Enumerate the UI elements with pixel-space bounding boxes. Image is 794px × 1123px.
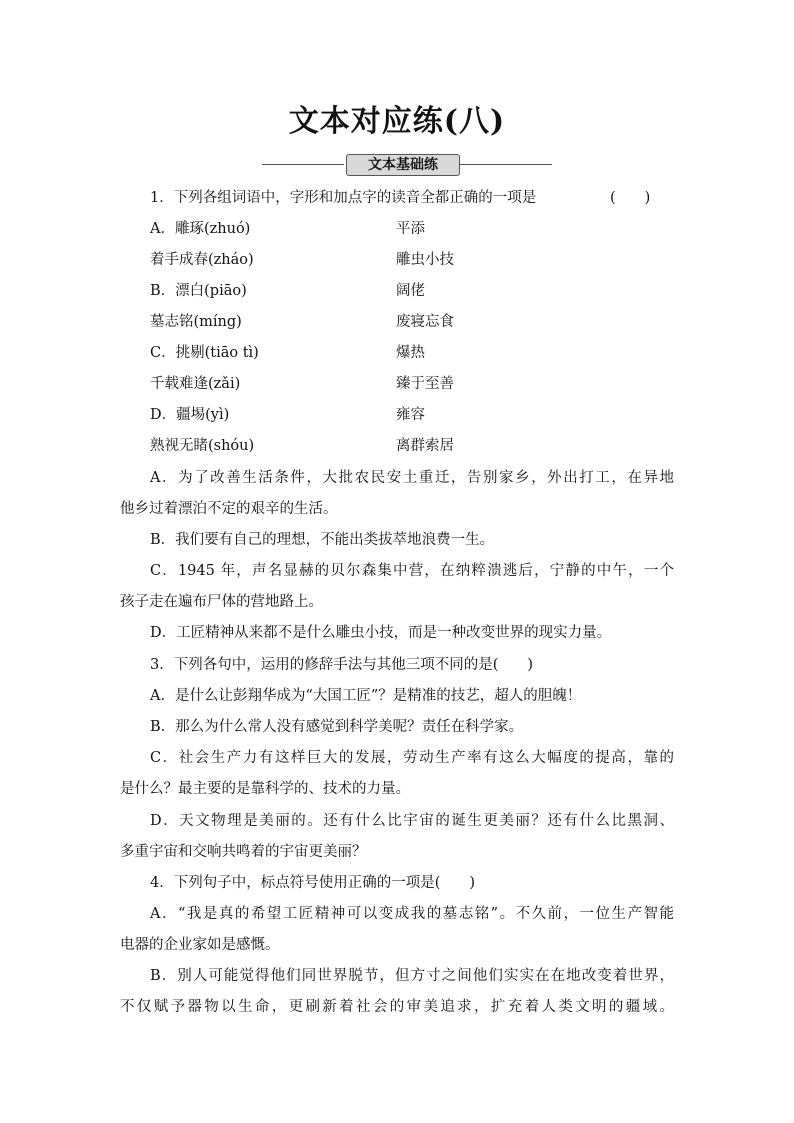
- q2-option-a-line-2: 他乡过着漂泊不定的艰辛的生活。: [120, 501, 338, 517]
- q3-option-c-line-2: 是什么？最主要的是靠科学的、技术的力量。: [120, 781, 410, 797]
- question-3-stem: 3．下列各句中，运用的修辞手法与其他三项不同的是( ): [150, 657, 534, 673]
- q1-option-row-7-left: D．疆埸(yì): [150, 407, 230, 423]
- q1-option-row-5-right: 爆热: [396, 345, 425, 361]
- question-4-stem: 4．下列句子中，标点符号使用正确的一项是( ): [150, 875, 476, 891]
- question-1-stem: 1．下列各组词语中，字形和加点字的读音全都正确的一项是: [150, 190, 537, 206]
- q4-option-a-line-1: A．“我是真的希望工匠精神可以变成我的墓志铭”。不久前，一位生产智能: [150, 906, 674, 922]
- divider-right: [460, 164, 552, 165]
- q1-option-row-2-right: 雕虫小技: [396, 252, 454, 268]
- page-title: 文本对应练(八): [288, 104, 506, 139]
- q3-option-b: B．那么为什么常人没有感觉到科学美呢？责任在科学家。: [150, 719, 524, 735]
- q3-option-c-line-1: C．社会生产力有这样巨大的发展，劳动生产率有这么大幅度的提高，靠的: [150, 750, 674, 766]
- q1-option-row-1-left: A．雕琢(zhuó): [150, 221, 251, 237]
- q2-option-d: D．工匠精神从来都不是什么雕虫小技，而是一种改变世界的现实力量。: [150, 625, 612, 641]
- q1-option-row-4-left: 墓志铭(míng): [150, 314, 242, 330]
- question-1-answer-paren: ( ): [610, 190, 651, 206]
- q1-option-row-3-left: B．漂白(piāo): [150, 283, 247, 299]
- q1-option-row-8-right: 离群索居: [396, 438, 454, 454]
- q3-option-a: A．是什么让彭翔华成为“大国工匠”？是精准的技艺，超人的胆魄！: [150, 688, 582, 704]
- q2-option-b: B．我们要有自己的理想，不能出类拔萃地浪费一生。: [150, 532, 495, 548]
- q4-option-b-line-1: B．别人可能觉得他们同世界脱节，但方寸之间他们实实在在地改变着世界，: [150, 968, 674, 984]
- q1-option-row-5-left: C．挑剔(tiāo tì): [150, 345, 259, 361]
- section-header: [262, 154, 552, 176]
- q1-option-row-8-left: 熟视无睹(shóu): [150, 438, 255, 454]
- section-label: 文本基础练: [346, 154, 460, 176]
- q3-option-d-line-2: 多重宇宙和交响共鸣着的宇宙更美丽？: [120, 844, 367, 860]
- q4-option-a-line-2: 电器的企业家如是感慨。: [120, 937, 280, 953]
- q1-option-row-4-right: 废寝忘食: [396, 314, 454, 330]
- q3-option-d-line-1: D．天文物理是美丽的。还有什么比宇宙的诞生更美丽？还有什么比黑洞、: [150, 813, 674, 829]
- q1-option-row-3-right: 阔佬: [396, 283, 425, 299]
- q2-option-c-line-2: 孩子走在遍布尸体的营地路上。: [120, 594, 323, 610]
- q1-option-row-6-right: 臻于至善: [396, 376, 454, 392]
- q1-option-row-1-right: 平添: [396, 221, 425, 237]
- divider-left: [262, 164, 344, 165]
- q2-option-c-line-1: C．1945 年，声名显赫的贝尔森集中营，在纳粹溃逃后，宁静的中午，一个: [150, 563, 674, 579]
- q1-option-row-2-left: 着手成春(zháo): [150, 252, 254, 268]
- q2-option-a-line-1: A．为了改善生活条件，大批农民安土重迁，告别家乡，外出打工，在异地: [150, 470, 674, 486]
- q1-option-row-7-right: 雍容: [396, 407, 425, 423]
- q4-option-b-line-2: 不仅赋予器物以生命，更刷新着社会的审美追求，扩充着人类文明的疆域。: [120, 999, 674, 1015]
- q1-option-row-6-left: 千载难逢(zǎi): [150, 376, 241, 392]
